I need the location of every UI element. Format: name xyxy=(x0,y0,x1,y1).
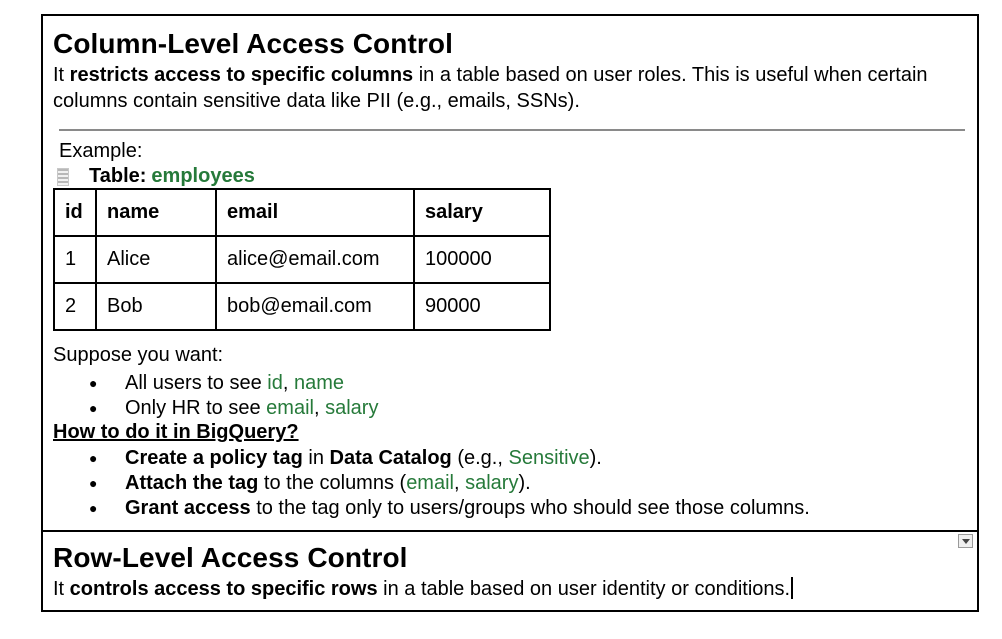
separator: , xyxy=(282,372,294,394)
separator: , xyxy=(313,397,326,419)
employees-table xyxy=(53,188,551,331)
table-label: Table: xyxy=(89,165,147,187)
step-bold: Attach the tag xyxy=(125,472,259,494)
header-cell: email xyxy=(216,189,414,236)
intro-text: It xyxy=(53,64,70,86)
column-name: email xyxy=(266,397,314,419)
section-title: Column-Level Access Control xyxy=(53,28,453,59)
table-cell: Alice xyxy=(96,236,216,283)
suppose-text: Suppose you want: xyxy=(53,344,224,366)
step-bold: Grant access xyxy=(125,497,251,519)
wants-list xyxy=(89,371,378,421)
table-header-row xyxy=(54,189,550,236)
table-cell: 100000 xyxy=(414,236,550,283)
step-text: (e.g., xyxy=(451,447,509,469)
text-cursor xyxy=(791,577,793,599)
horizontal-rule xyxy=(59,129,965,131)
row-level-section[interactable] xyxy=(43,530,977,610)
table-cell: alice@email.com xyxy=(216,236,414,283)
table-cell: 2 xyxy=(54,283,96,330)
intro-bold: restricts access to specific columns xyxy=(69,64,414,86)
document-body xyxy=(41,14,979,612)
step-text: ). xyxy=(589,447,602,469)
steps-list xyxy=(89,446,810,521)
table-cell: 90000 xyxy=(414,283,550,330)
dropdown-arrow-icon[interactable] xyxy=(958,534,973,548)
header-cell: salary xyxy=(414,189,550,236)
intro-text: It xyxy=(53,578,70,600)
intro-bold: controls access to specific rows xyxy=(69,578,378,600)
column-name: salary xyxy=(465,472,519,494)
step-text: to the tag only to users/groups who should see those columns. xyxy=(250,497,810,519)
table-cell: 1 xyxy=(54,236,96,283)
step-text: in xyxy=(302,447,330,469)
how-heading: How to do it in BigQuery? xyxy=(53,421,299,443)
list-item xyxy=(89,446,810,471)
step-bold: Create a policy tag xyxy=(125,447,303,469)
document-icon xyxy=(57,168,69,186)
step-bold: Data Catalog xyxy=(329,447,452,469)
table-cell: bob@email.com xyxy=(216,283,414,330)
intro-text-rest: in a table based on user roles. This is useful when certain columns contain sensitive data like PII (e.g., emails, SSNs). xyxy=(53,64,928,112)
column-name: email xyxy=(406,472,454,494)
table-row xyxy=(54,236,550,283)
tag-name: Sensitive xyxy=(508,447,590,469)
section-title: Row-Level Access Control xyxy=(53,542,408,573)
list-text: Only HR to see xyxy=(125,397,267,419)
table-cell: Bob xyxy=(96,283,216,330)
separator: , xyxy=(453,472,466,494)
header-cell: id xyxy=(54,189,96,236)
step-text: to the columns ( xyxy=(258,472,407,494)
header-cell: name xyxy=(96,189,216,236)
table-name: employees xyxy=(151,165,255,187)
table-row xyxy=(54,283,550,330)
step-text: ). xyxy=(518,472,531,494)
column-level-section xyxy=(43,16,977,532)
list-item xyxy=(89,496,810,521)
section-intro[interactable] xyxy=(53,576,953,602)
column-name: salary xyxy=(325,397,379,419)
column-name: name xyxy=(294,372,345,394)
table-title xyxy=(57,165,255,188)
intro-text-rest: in a table based on user identity or conditions. xyxy=(377,578,791,600)
column-name: id xyxy=(267,372,283,394)
list-text: All users to see xyxy=(125,372,268,394)
list-item xyxy=(89,471,810,496)
section-intro xyxy=(53,62,953,114)
example-label: Example: xyxy=(59,140,143,162)
list-item xyxy=(89,371,378,396)
list-item xyxy=(89,396,378,421)
